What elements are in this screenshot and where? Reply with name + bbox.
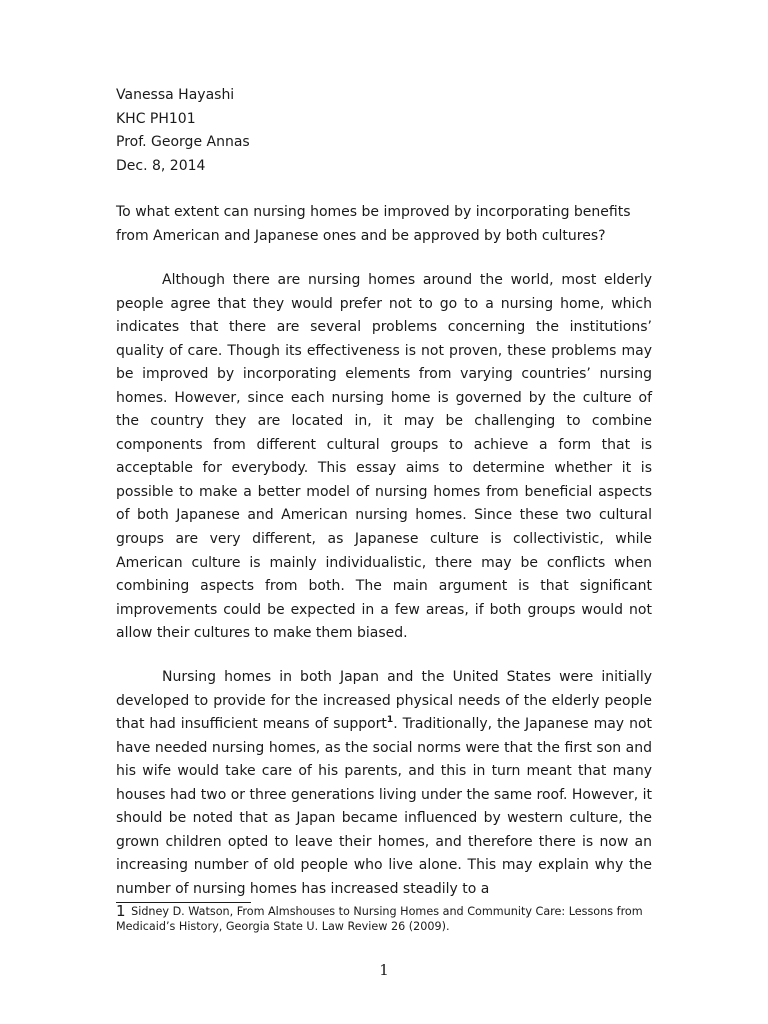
- footnote-text: Sidney D. Watson, From Almshouses to Nursing Homes and Community Care: Lessons from Medicaid’s History, Georgia State U. Law Review 26 (2009).: [116, 905, 643, 933]
- author-name: Vanessa Hayashi: [116, 87, 235, 103]
- footnote: [116, 904, 656, 934]
- course-code: KHC PH101: [116, 110, 196, 127]
- document-date: Dec. 8, 2014: [116, 157, 206, 174]
- paragraph-2-text-before-ref: Nursing homes in both Japan and the United States were initially developed to provide for the increased physical needs of the elderly people that had insufficient means of support: [116, 669, 652, 733]
- body-paragraph-2: [116, 666, 652, 901]
- footnote-separator: [116, 902, 251, 903]
- footnote-reference: 1: [386, 715, 394, 726]
- document-header: [116, 84, 250, 178]
- paragraph-1-text: Although there are nursing homes around the world, most elderly people agree that they would prefer not to go to a nursing home, which indicates that there are several problems concerning the institutions’ quality of care. Though its effectiveness is not proven, these problems may be improved by incorporating elements from varying countries’ nursing homes. However, since each nursing home is governed by the culture of the country they are located in, it may be challenging to combine components from different cultural groups to achieve a form that is acceptable for everybody. This essay aims to determine whether it is possible to make a better model of nursing homes from beneficial aspects of both Japanese and American nursing homes. Since these two cultural groups are very different, as Japanese culture is collectivistic, while American culture is mainly individualistic, there may be conflicts when combining aspects from both. The main argument is that significant improvements could be expected in a few areas, if both groups would not allow their cultures to make them biased.: [116, 272, 652, 642]
- professor-name: Prof. George Annas: [116, 134, 250, 150]
- research-question: To what extent can nursing homes be improved by incorporating benefits from American and Japanese ones and be approved by both cultures?: [116, 204, 631, 245]
- page-number: 1: [379, 961, 389, 979]
- body-paragraph-1: [116, 269, 652, 646]
- paragraph-2-text-after-ref: . Traditionally, the Japanese may not have needed nursing homes, as the social norms were that the first son and his wife would take care of his parents, and this in turn meant that many houses had two or three generations living under the same roof. However, it should be noted that as Japan became influenced by western culture, the grown children opted to leave their homes, and therefore there is now an increasing number of old people who live alone. This may explain why the number of nursing homes has increased steadily to a: [116, 716, 652, 897]
- footnote-mark: 1: [116, 902, 126, 920]
